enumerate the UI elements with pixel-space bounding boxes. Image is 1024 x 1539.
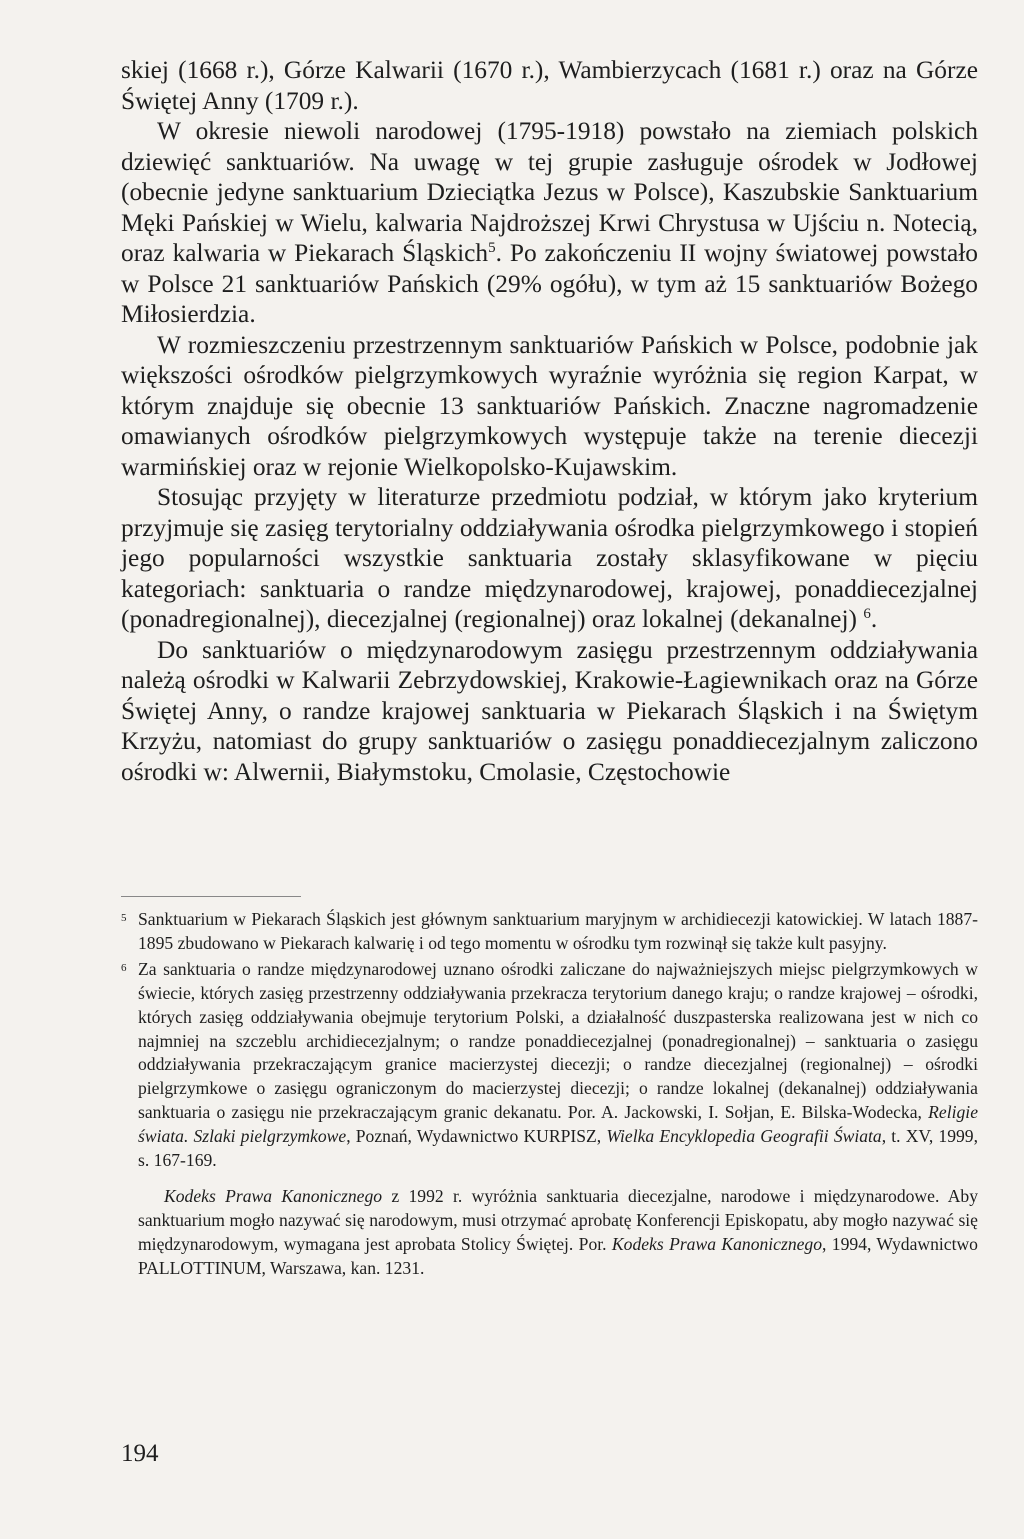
main-text [121,55,978,787]
paragraph-text: W okresie niewoli narodowej (1795-1918) powstało na ziemiach polskich dziewięć sanktuariów. Na uwagę w tej grupie zasługuje ośrodek w Jodłowej (obecnie jedyne sanktuarium Dzieciątka Jezus w Polsce), Kaszubskie Sanktuarium Męki Pańskiej w Wielu, kalwaria Najdroższej Krwi Chrystusa w Ujściu n. Notecią, oraz kalwaria w Piekarach Śląskich [121,117,978,267]
footnote-number: 5 [121,912,127,924]
footnote-6 [121,958,978,1173]
book-title: Kodeks Prawa Kanonicznego [611,1233,823,1254]
footnote-text-part: z 1992 r. wyróżnia sanktuaria diecezjalne, narodowe i międzynarodowe. Aby sanktuarium mogło nazywać się narodowym, musi otrzymać aprobatę Konferencji Episkopatu, aby mogło nazywać się międzynarodowym, wymagana jest aprobata Stolicy Świętej. Por. [138,1185,978,1254]
footnote-separator [121,896,301,897]
footnote-number: 6 [121,961,127,974]
footnote-ref-6: 6 [863,606,871,622]
book-title: Kodeks Prawa Kanonicznego [164,1185,383,1206]
paragraph [121,482,978,635]
footnote-text-part: , Poznań, Wydawnictwo KURPISZ, [346,1126,607,1147]
page-number: 194 [121,1440,159,1467]
footnote-text-part: , t. XV, 1999, s. 167-169. [138,1126,978,1171]
footnotes [121,908,978,1281]
paragraph-continued: skiej (1668 r.), Górze Kalwarii (1670 r.), Wambierzycach (1681 r.) oraz na Górze Świętej Anny (1709 r.). [121,56,978,115]
book-title: Wielka Encyklopedia Geografii Świata [606,1126,882,1147]
paragraph: W rozmieszczeniu przestrzennym sanktuariów Pańskich w Polsce, podobnie jak większości ośrodków pielgrzymkowych wyraźnie wyróżnia się region Karpat, w którym znajduje się obecnie 13 sanktuariów Pańskich. Znaczne nagromadzenie omawianych ośrodków pielgrzymkowych występuje także na terenie diecezji warmińskiej oraz w rejonie Wielkopolsko-Kujawskim. [121,330,978,481]
footnote-ref-5: 5 [488,240,496,256]
footnote-text-part: Za sanktuaria o randze międzynarodowej uznano ośrodki zaliczane do najważniejszych miejsc pielgrzymkowych w świecie, których zasięg przestrzenny oddziaływania przekracza terytorium danego kraju; o randze krajowej – ośrodki, których zasięg oddziaływania obejmuje terytorium Polski, a działalność duszpasterska realizowana jest w nich co najmniej na szczeblu archidiecezjalnym; o randze ponaddiecezjalnej (ponadregionalnej) – sanktuaria o zasięgu oddziaływania przekraczającym granice macierzystej diecezji; o randze diecezjalnej (regionalnej) – ośrodki pielgrzymkowe o zasięgu ograniczonym do macierzystej diecezji; o randze lokalnej (dekanalnej) oddziaływania sanktuaria o zasięgu nie przekraczającym granic dekanatu. Por. A. Jackowski, I. Sołjan, E. Bilska-Wodecka, [138,958,978,1123]
footnote-text: Sanktuarium w Piekarach Śląskich jest głównym sanktuarium maryjnym w archidiecezji katowickiej. W latach 1887-1895 zbudowano w Piekarach kalwarię i od tego momentu w ośrodku tym rozwinął się także kult pasyjny. [138,909,978,953]
footnote-text [138,958,978,1173]
footnote-text-part: , 1994, Wydawnictwo PALLOTTINUM, Warszawa, kan. 1231. [138,1233,978,1278]
paragraph-text: Stosując przyjęty w literaturze przedmiotu podział, w którym jako kryterium przyjmuje się zasięg terytorialny oddziaływania ośrodka pielgrzymkowego i stopień jego popularności wszystkie sanktuaria zostały sklasyfikowane w pięciu kategoriach: sanktuaria o randze międzynarodowej, krajowej, ponaddiecezjalnej (ponadregionalnej), diecezjalnej (regionalnej) oraz lokalnej (dekanalnej) [121,483,978,633]
book-title: Religie świata. Szlaki pielgrzymkowe [138,1102,978,1147]
paragraph [121,116,978,330]
paragraph-text: . Po zakończeniu II wojny światowej powstało w Polsce 21 sanktuariów Pańskich (29% ogółu), w tym aż 15 sanktuariów Bożego Miłosierdzia. [121,239,978,328]
footnote-6-continued [138,1185,978,1281]
footnote-5 [121,908,978,956]
paragraph-text: . [870,605,878,633]
paragraph: Do sanktuariów o międzynarodowym zasięgu przestrzennym oddziaływania należą ośrodki w Kalwarii Zebrzydowskiej, Krakowie-Łagiewnikach oraz na Górze Świętej Anny, o randze krajowej sanktuaria w Piekarach Śląskich i na Świętym Krzyżu, natomiast do grupy sanktuariów o zasięgu ponaddiecezjalnym zaliczono ośrodki w: Alwernii, Białymstoku, Cmolasie, Częstochowie [121,635,978,786]
